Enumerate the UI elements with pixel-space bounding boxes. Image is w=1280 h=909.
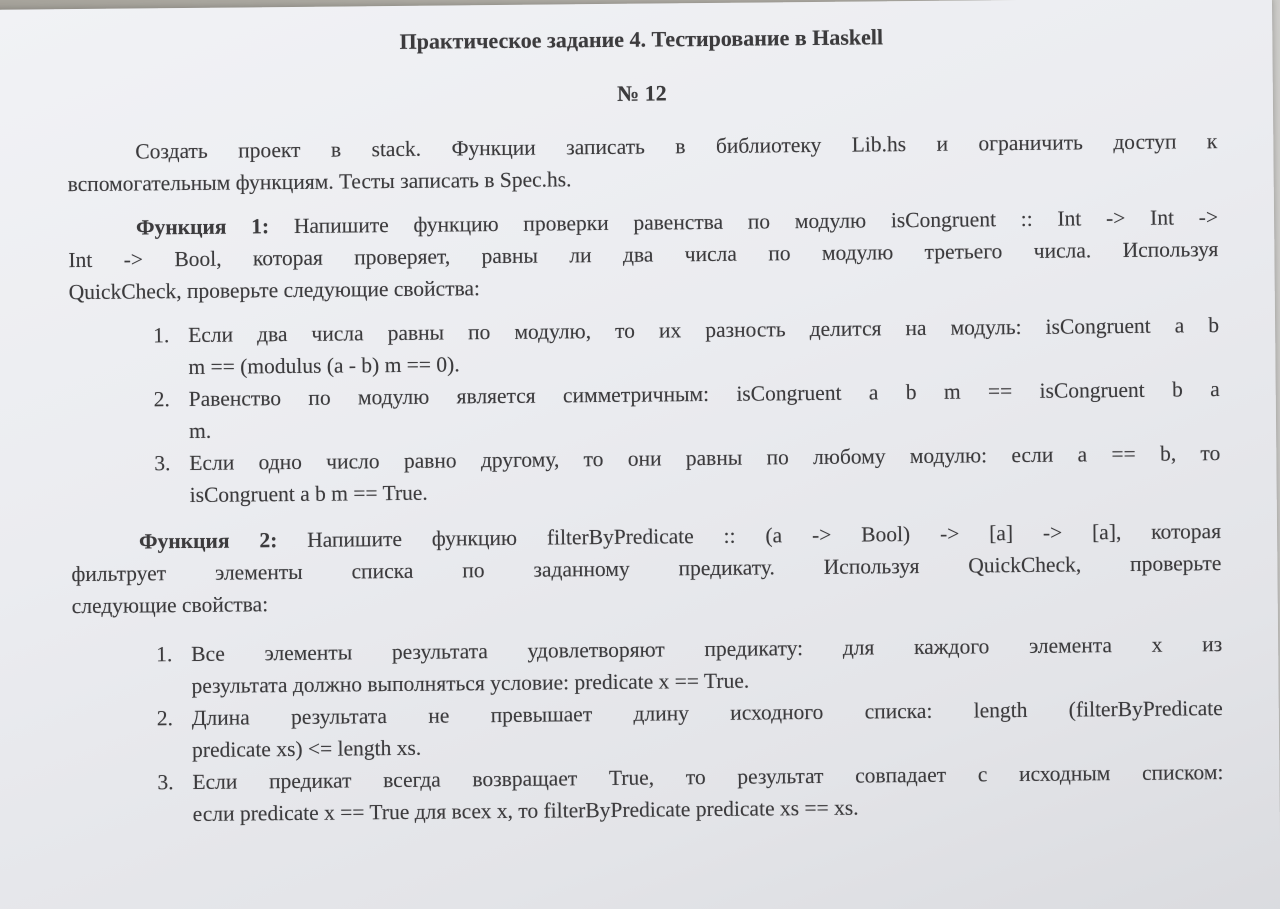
text-line: результата должно выполняться условие: predicate x == True. [191,668,750,698]
list-item-number: 2. [156,706,174,731]
function1-line-text: Напишите функцию проверки равенства по модулю isCongruent :: Int -> Int -> [269,205,1219,239]
text-line: Создать проект в stack. Функции записать в библиотеку Lib.hs и ограничить доступ к [135,129,1218,164]
function1-label: Функция 1: [135,214,270,240]
text-line: predicate xs) <= length xs. [191,735,422,762]
list-item-body [188,309,1220,383]
text-line: m. [188,418,212,443]
list-item [69,309,1220,384]
list-item-body [189,437,1221,511]
function2-properties-list [72,628,1224,831]
list-item-number: 1. [156,642,173,667]
list-item-number: 3. [154,451,171,476]
list-item-body [189,373,1221,447]
text-line: Равенство по модулю является симметричным: isCongruent a b m == isCongruent b a [188,377,1220,411]
text-line: Длина результата не превышает длину исходного списка: length (filterByPredicate [191,696,1223,730]
list-item-body [192,692,1224,766]
text-line: Все элементы результата удовлетворяют предикату: для каждого элемента x из [191,632,1223,666]
text-line: isCongruent a b m == True. [189,480,428,507]
list-item-body [191,628,1223,702]
list-item [70,373,1221,448]
list-item [70,437,1221,512]
text-line: Если два числа равны по модулю, то их разность делится на модуль: isCongruent a b [188,313,1220,347]
list-item-body [192,756,1224,830]
text-line: фильтрует элементы списка по заданному предикату. Используя QuickCheck, проверьте [71,551,1222,587]
text-line: если predicate x == True для всех x, то filterByPredicate predicate xs == xs. [192,795,859,826]
assignment-number: № 12 [616,80,667,106]
function2-line-text: Напишите функцию filterByPredicate :: (a -> Bool) -> [a] -> [a], которая [277,519,1222,553]
document-title: Практическое задание 4. Тестирование в Haskell [399,24,884,54]
text-line: Int -> Bool, которая проверяет, равны ли два числа по модулю третьего числа. Используя [68,237,1219,273]
list-item-number: 1. [153,323,170,348]
text-line: Если одно число равно другому, то они равны по любому модулю: если a == b, то [189,441,1221,475]
intro-paragraph [67,125,1218,200]
list-item [73,692,1224,767]
list-item-number: 3. [157,770,174,795]
document-content [66,18,1224,831]
function2-paragraph [71,515,1222,622]
list-item [73,756,1224,831]
text-line: Если предикат всегда возвращает True, то результат совпадает с исходным списком: [192,760,1224,794]
list-item-number: 2. [153,387,170,412]
list-item [72,628,1223,703]
text-line: m == (modulus (a - b) m == 0). [188,352,460,379]
function2-label: Функция 2: [138,528,278,554]
text-line: вспомогательным функциям. Тесты записать в Spec.hs. [67,167,572,197]
function1-paragraph [68,201,1219,308]
text-line: QuickCheck, проверьте следующие свойства: [68,276,481,305]
function1-properties-list [69,309,1221,512]
text-line: следующие свойства: [71,592,269,619]
